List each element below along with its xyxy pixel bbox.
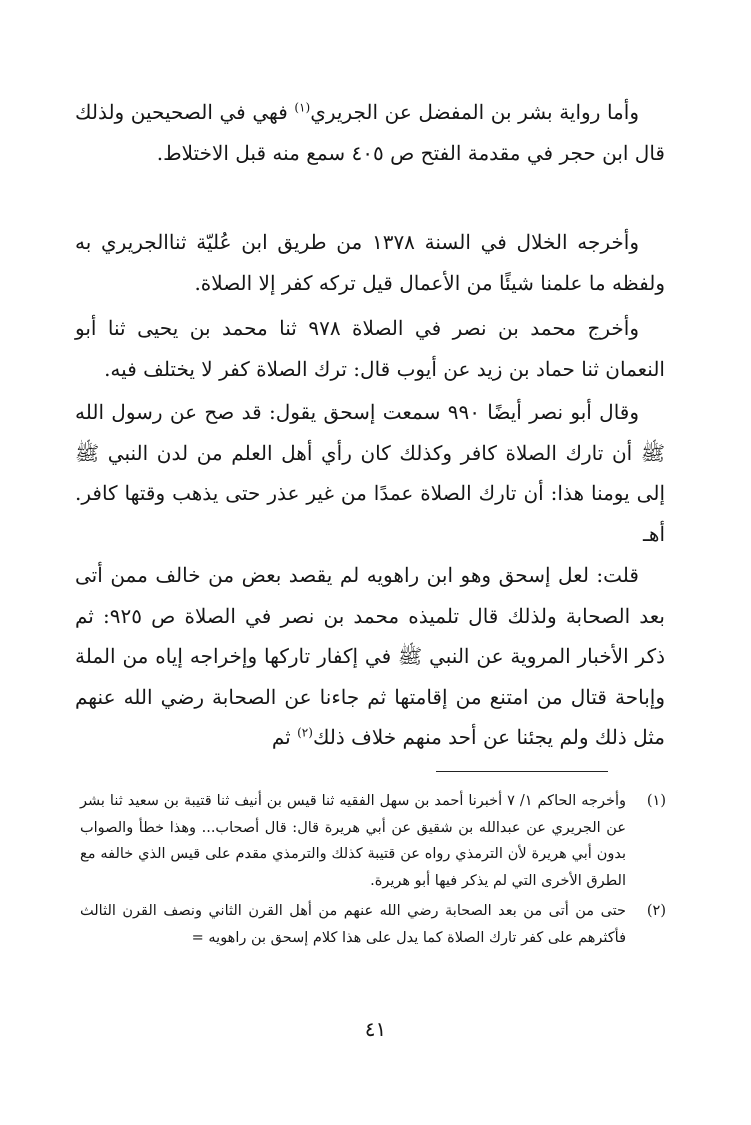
footnote-ref-1: (١) bbox=[294, 100, 311, 115]
paragraph-5 bbox=[75, 555, 665, 758]
footnote-1 bbox=[80, 788, 666, 894]
paragraph-1 bbox=[75, 92, 665, 173]
footnotes-section bbox=[80, 788, 666, 955]
footnote-2-text: حتى من أتى من بعد الصحابة رضي الله عنهم من أهل القرن الثاني ونصف القرن الثالث فأكثرهم على كفر تارك الصلاة كما يدل على هذا كلام إسحق بن راهويه = bbox=[80, 903, 626, 946]
footnote-1-text: وأخرجه الحاكم ١/ ٧ أخبرنا أحمد بن سهل الفقيه ثنا قيس بن أنيف ثنا قتيبة بن سعيد ثنا بشر عن الجريري عن عبدالله بن شقيق عن أبي هريرة قال: قال أصحاب... وهذا خطأ والصواب بدون أبي هريرة لأن الترمذي رواه عن قتيبة كذلك والترمذي مقدم على قيس الذي خالفه مع الطرق الأخرى التي لم يذكر فيها أبو هريرة. bbox=[80, 793, 626, 889]
footnote-2-number: (٢) bbox=[646, 903, 666, 919]
paragraph-1-text-cont: فهي في الصحيحين ولذلك قال ابن حجر في مقدمة الفتح ص ٤٠٥ سمع منه قبل الاختلاط. bbox=[75, 100, 665, 165]
paragraph-5-text-cont: ثم bbox=[271, 725, 298, 749]
page-number: ٤١ bbox=[364, 1017, 387, 1041]
footnote-2 bbox=[80, 898, 666, 951]
paragraph-3: وأخرج محمد بن نصر في الصلاة ٩٧٨ ثنا محمد بن يحيى ثنا أبو النعمان ثنا حماد بن زيد عن أيوب قال: ترك الصلاة كفر لا يختلف فيه. bbox=[75, 316, 665, 381]
paragraph-2: وأخرجه الخلال في السنة ١٣٧٨ من طريق ابن عُليّة ثناالجريري به ولفظه ما علمنا شيئًا من الأعمال قيل تركه كفر إلا الصلاة. bbox=[75, 230, 665, 295]
footnote-divider bbox=[436, 771, 608, 772]
paragraph-4: وقال أبو نصر أيضًا ٩٩٠ سمعت إسحق يقول: قد صح عن رسول الله ﷺ أن تارك الصلاة كافر وكذلك كان رأي أهل العلم من لدن النبي ﷺ إلى يومنا هذا: أن تارك الصلاة عمدًا من غير عذر حتى يذهب وقتها كافر. أهـ bbox=[75, 400, 665, 546]
paragraph-1-text: وأما رواية بشر بن المفضل عن الجريري bbox=[310, 100, 639, 124]
paragraph-5-text: قلت: لعل إسحق وهو ابن راهويه لم يقصد بعض من خالف ممن أتى بعد الصحابة ولذلك قال تلميذه محمد بن نصر في الصلاة ص ٩٢٥: ثم ذكر الأخبار المروية عن النبي ﷺ في إكفار تاركها وإخراجه إياه من الملة وإباحة قتال من امتنع من إقامتها ثم جاءنا عن الصحابة رضي الله عنهم مثل ذلك ولم يجئنا عن أحد منهم خلاف ذلك bbox=[75, 563, 665, 749]
footnote-ref-2: (٢) bbox=[297, 725, 313, 740]
footnote-1-number: (١) bbox=[646, 793, 666, 809]
